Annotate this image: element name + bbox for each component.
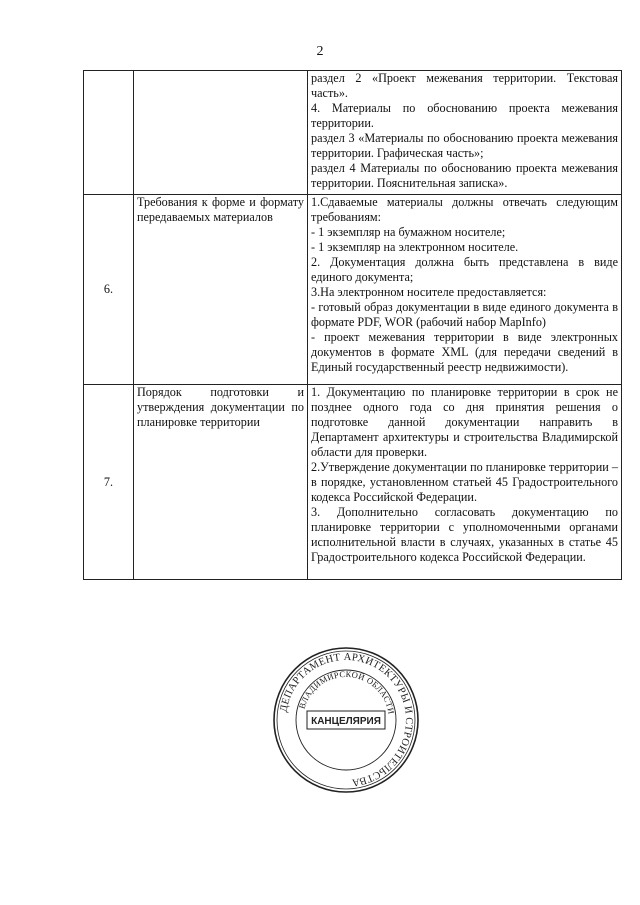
content-line: - 1 экземпляр на электронном носителе. (311, 240, 519, 254)
content-line: 4. Материалы по обоснованию проекта межевания территории. (311, 101, 618, 130)
table-row (84, 385, 622, 580)
row-content (308, 385, 622, 580)
content-line: раздел 2 «Проект межевания территории. Текстовая часть». (311, 71, 618, 100)
stamp-inner-text: ВЛАДИМИРСКОЙ ОБЛАСТИ (296, 668, 397, 716)
official-stamp (271, 645, 421, 795)
row-label: Порядок подготовки и утверждения документации по планировке территории (134, 385, 308, 580)
row-content (308, 71, 622, 195)
content-line: - проект межевания территории в виде электронных документов в формате XML (для передачи сведений в Единый государственный реестр недвижимости). (311, 330, 618, 374)
table-row (84, 195, 622, 385)
row-content (308, 195, 622, 385)
stamp-ring-text: ДЕПАРТАМЕНТ АРХИТЕКТУРЫ И СТРОИТЕЛЬСТВА (278, 651, 415, 788)
content-line: 3. Дополнительно согласовать документацию по планировке территории с уполномоченными органами исполнительной власти в случаях, указанных в статье 45 Градостроительного кодекса Российской Федерации. (311, 505, 618, 564)
content-line: - готовый образ документации в виде единого документа в формате PDF, WOR (рабочий набор MapInfo) (311, 300, 618, 329)
content-line: 1. Документацию по планировке территории в срок не позднее одного года со дня принятия решения о подготовке данной документации направить в Департамент архитектуры и строительства Владимирской области для проверки. (311, 385, 618, 459)
content-line: 2.Утверждение документации по планировке территории – в порядке, установленном статьей 45 Градостроительного кодекса Российской Федерации. (311, 460, 618, 504)
table-row (84, 71, 622, 195)
row-number (84, 71, 134, 195)
content-line: 3.На электронном носителе предоставляется: (311, 285, 547, 299)
content-line: - 1 экземпляр на бумажном носителе; (311, 225, 506, 239)
row-label (134, 71, 308, 195)
content-line: раздел 3 «Материалы по обоснованию проекта межевания территории. Графическая часть»; (311, 131, 618, 160)
page-number: 2 (316, 44, 324, 59)
stamp-seal-icon (271, 645, 421, 795)
content-line: 1.Сдаваемые материалы должны отвечать следующим требованиям: (311, 195, 618, 224)
content-line: раздел 4 Материалы по обоснованию проекта межевания территории. Пояснительная записка». (311, 161, 618, 190)
requirements-table (83, 70, 622, 580)
row-number: 7. (84, 385, 134, 580)
content-line: 2. Документация должна быть представлена в виде единого документа; (311, 255, 618, 284)
row-number: 6. (84, 195, 134, 385)
stamp-center-text: КАНЦЕЛЯРИЯ (311, 716, 381, 727)
row-label: Требования к форме и формату передаваемых материалов (134, 195, 308, 385)
